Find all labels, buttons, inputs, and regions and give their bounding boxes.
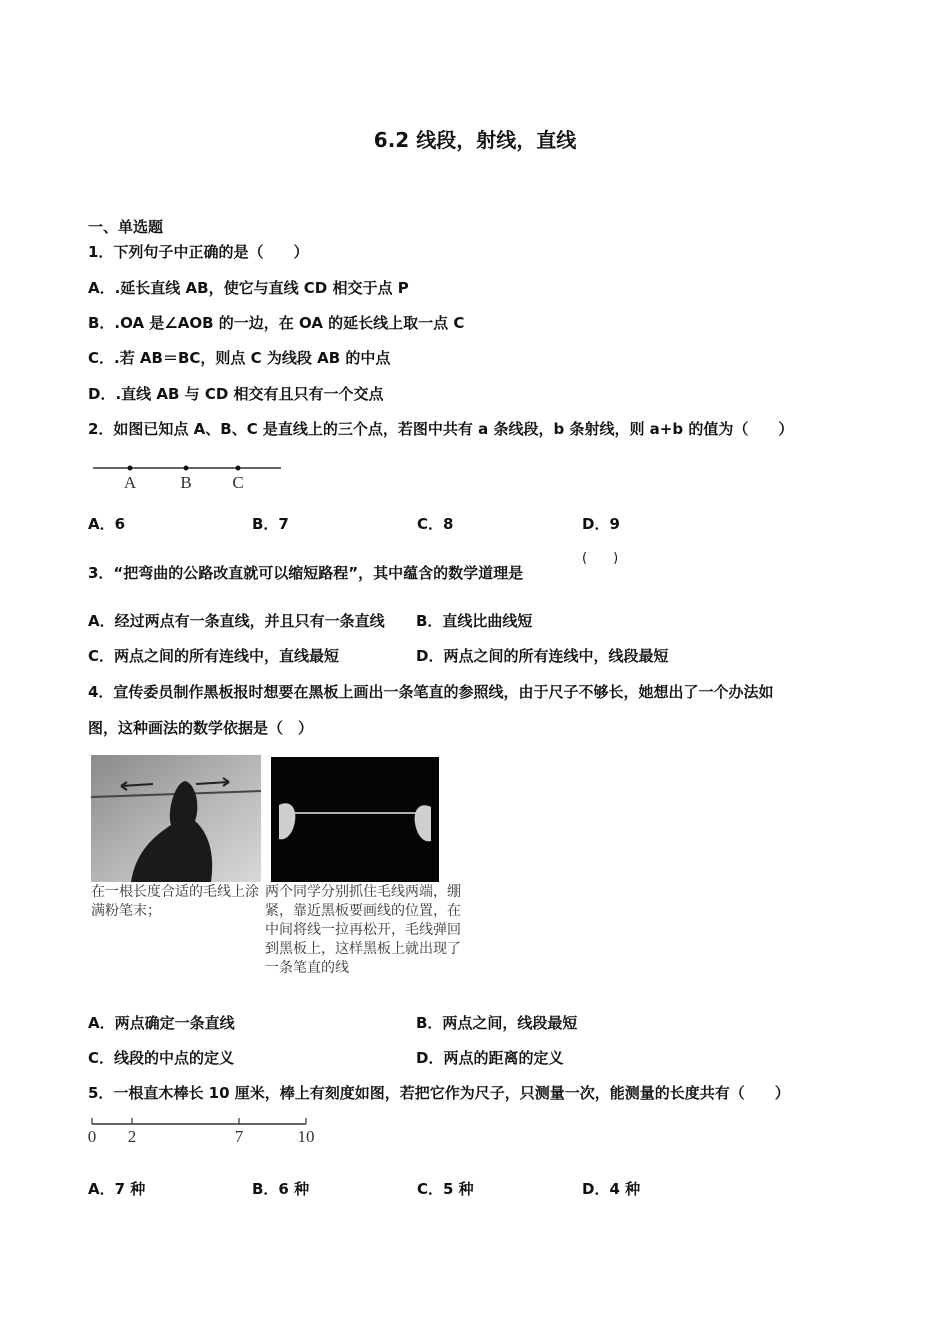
tick-label-0: 0 xyxy=(87,1127,97,1146)
q3-stem: 3．“把弯曲的公路改直就可以缩短路程”，其中蕴含的数学道理是 xyxy=(88,564,524,582)
q5-option-d: D．4 种 xyxy=(582,1180,641,1198)
q1-option-b: B．.OA 是∠AOB 的一边，在 OA 的延长线上取一点 C xyxy=(88,314,465,332)
q2-option-b: B．7 xyxy=(252,515,289,533)
ruler-figure xyxy=(84,1112,324,1148)
q3-option-a: A．经过两点有一条直线，并且只有一条直线 xyxy=(88,612,385,630)
q3-option-d: D．两点之间的所有连线中，线段最短 xyxy=(416,647,669,665)
point-b-dot xyxy=(184,466,189,471)
tick-label-2: 2 xyxy=(127,1127,137,1146)
point-a-label: A xyxy=(123,473,137,492)
q4-option-b: B．两点之间，线段最短 xyxy=(416,1014,578,1032)
q5-option-b: B．6 种 xyxy=(252,1180,310,1198)
page-title: 6.2 线段，射线，直线 xyxy=(373,128,577,152)
q4-option-c: C．线段的中点的定义 xyxy=(88,1049,235,1067)
q4-caption-1: 在一根长度合适的毛线上涂满粉笔末； xyxy=(91,884,259,919)
tick-label-7: 7 xyxy=(234,1127,244,1146)
q3-option-b: B．直线比曲线短 xyxy=(416,612,533,630)
chalk-string-photo xyxy=(91,755,261,882)
q5-option-a: A．7 种 xyxy=(88,1180,146,1198)
q4-option-d: D．两点的距离的定义 xyxy=(416,1049,564,1067)
q1-option-a: A．.延长直线 AB，使它与直线 CD 相交于点 P xyxy=(88,279,409,297)
q4-stem-line2: 图，这种画法的数学依据是（ ） xyxy=(88,719,314,737)
point-b-label: B xyxy=(180,473,192,492)
section-heading: 一、单选题 xyxy=(88,218,164,236)
q2-line-figure xyxy=(88,455,288,495)
q3-option-c: C．两点之间的所有连线中，直线最短 xyxy=(88,647,340,665)
q1-stem: 1．下列句子中正确的是（ ） xyxy=(88,243,309,261)
q1-option-d: D．.直线 AB 与 CD 相交有且只有一个交点 xyxy=(88,385,384,403)
q4-option-a: A．两点确定一条直线 xyxy=(88,1014,235,1032)
q5-stem: 5．一根直木棒长 10 厘米，棒上有刻度如图，若把它作为尺子，只测量一次，能测量的长度共有（ ） xyxy=(88,1084,790,1102)
point-c-label: C xyxy=(232,473,244,492)
q2-option-a: A．6 xyxy=(88,515,126,533)
q4-caption-2: 两个同学分别抓住毛线两端，绷紧，靠近黑板要画线的位置，在中间将线一拉再松开，毛线弹回到黑板上，这样黑板上就出现了一条笔直的线 xyxy=(265,884,461,976)
q1-option-c: C．.若 AB＝BC，则点 C 为线段 AB 的中点 xyxy=(88,349,391,367)
point-a-dot xyxy=(128,466,133,471)
q2-option-c: C．8 xyxy=(417,515,454,533)
tick-label-10: 10 xyxy=(297,1127,315,1146)
blackboard-line-photo xyxy=(271,757,439,882)
q2-stem: 2．如图已知点 A、B、C 是直线上的三个点，若图中共有 a 条线段，b 条射线，则 a+b 的值为（ ） xyxy=(88,420,794,438)
q4-stem-line1: 4．宣传委员制作黑板报时想要在黑板上画出一条笔直的参照线，由于尺子不够长，她想出了一个办法如 xyxy=(88,683,774,701)
q5-option-c: C．5 种 xyxy=(417,1180,474,1198)
q2-option-d: D．9 xyxy=(582,515,620,533)
point-c-dot xyxy=(236,466,241,471)
q3-answer-paren: ( ) xyxy=(582,551,619,566)
